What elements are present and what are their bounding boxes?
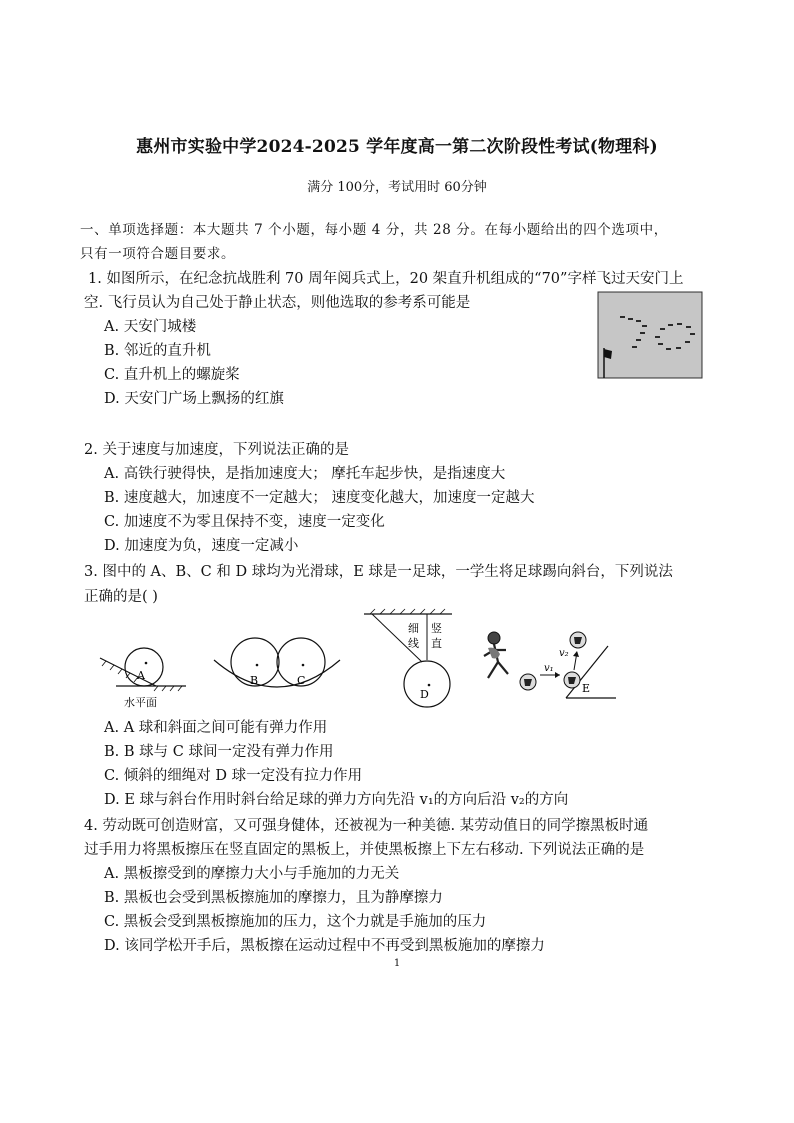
q2-stem: 2. 关于速度与加速度，下列说法正确的是	[84, 442, 349, 458]
v1-label: v₁	[544, 663, 554, 674]
label-thin: 细	[408, 622, 419, 635]
q1-option-a: A. 天安门城楼	[104, 319, 197, 335]
q2-option-d: D. 加速度为负，速度一定减小	[104, 538, 299, 554]
q4-option-a: A. 黑板擦受到的摩擦力大小与手施加的力无关	[104, 866, 400, 882]
figure-ball-a	[96, 630, 206, 710]
q1-option-c: C. 直升机上的螺旋桨	[104, 367, 240, 383]
figure-ball-d	[358, 606, 458, 714]
q4-option-c: C. 黑板会受到黑板擦施加的压力，这个力就是手施加的压力	[104, 914, 487, 930]
figure-balls-b-c	[210, 630, 345, 700]
q2-option-b: B. 速度越大，加速度不一定越大； 速度变化越大，加速度一定越大	[104, 490, 535, 506]
ball-e-label: E	[582, 682, 591, 695]
label-vertical: 竖	[431, 622, 442, 635]
q3-stem-line1: 3. 图中的 A、B、C 和 D 球均为光滑球，E 球是一足球，一学生将足球踢向斜台，下列说法	[84, 564, 673, 580]
exam-subtitle: 满分 100分，考试用时 60分钟	[307, 180, 487, 195]
exam-title: 惠州市实验中学2024-2025 学年度高一第二次阶段性考试(物理科)	[136, 137, 658, 157]
q3-option-c: C. 倾斜的细绳对 D 球一定没有拉力作用	[104, 768, 363, 784]
q2-option-a: A. 高铁行驶得快，是指加速度大； 摩托车起步快，是指速度大	[104, 466, 506, 482]
q3-option-d: D. E 球与斜台作用时斜台给足球的弹力方向先沿 v₁的方向后沿 v₂的方向	[104, 792, 569, 808]
label-line: 线	[408, 637, 419, 650]
q4-stem-line1: 4. 劳动既可创造财富，又可强身健体，还被视为一种美德. 某劳动值日的同学擦黑板时通	[84, 818, 649, 834]
page-number: 1	[393, 958, 401, 969]
q1-stem-line2: 空. 飞行员认为自己处于静止状态，则他选取的参考系可能是	[84, 295, 471, 311]
ball-a-label: A	[137, 669, 145, 682]
q4-option-b: B. 黑板也会受到黑板擦施加的摩擦力，且为静摩擦力	[104, 890, 443, 906]
figure-football-e	[478, 620, 618, 706]
label-straight: 直	[431, 637, 442, 650]
helicopter-formation-photo	[598, 292, 702, 378]
ball-c-label: C	[297, 674, 306, 687]
v2-label: v₂	[559, 648, 569, 659]
q1-option-d: D. 天安门广场上飘扬的红旗	[104, 391, 284, 407]
ball-b-label: B	[250, 674, 259, 687]
q4-stem-line2: 过手用力将黑板擦压在竖直固定的黑板上，并使黑板擦上下左右移动. 下列说法正确的是	[84, 842, 645, 858]
q3-option-a: A. A 球和斜面之间可能有弹力作用	[104, 720, 328, 736]
q2-option-c: C. 加速度不为零且保持不变，速度一定变化	[104, 514, 385, 530]
ball-d-label: D	[420, 688, 429, 701]
q3-option-b: B. B 球与 C 球间一定没有弹力作用	[104, 744, 334, 760]
q3-stem-line2: 正确的是( )	[84, 589, 158, 605]
section-instructions-line1: 一、单项选择题：本大题共 7 个小题，每小题 4 分，共 28 分。在每小题给出的四个选项中，	[80, 222, 668, 238]
ground-label: 水平面	[124, 696, 157, 709]
q4-option-d: D. 该同学松开手后，黑板擦在运动过程中不再受到黑板施加的摩擦力	[104, 938, 545, 954]
section-instructions-line2: 只有一项符合题目要求。	[80, 246, 236, 262]
q1-stem-line1: 1. 如图所示，在纪念抗战胜利 70 周年阅兵式上，20 架直升机组成的“70”字样飞过天安门上	[88, 271, 684, 287]
q1-option-b: B. 邻近的直升机	[104, 343, 211, 359]
